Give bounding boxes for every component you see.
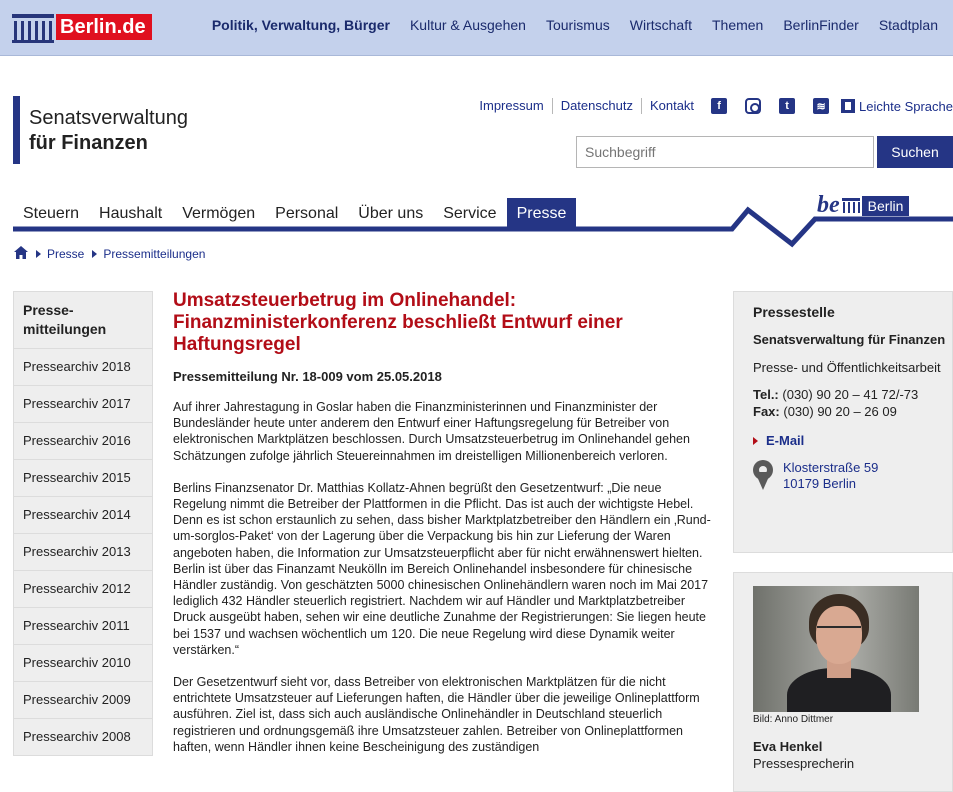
sidebar-item-2015[interactable]: Pressearchiv 2015: [13, 460, 153, 497]
sidebar-item-2016[interactable]: Pressearchiv 2016: [13, 423, 153, 460]
address-street-link[interactable]: Klosterstraße 59: [783, 460, 879, 475]
breadcrumb-arrow-icon: [36, 250, 41, 258]
speaker-photo: [753, 586, 919, 712]
main-nav: [13, 198, 576, 229]
sidebar-item-2008[interactable]: Pressearchiv 2008: [13, 719, 153, 756]
sidebar-item-2017[interactable]: Pressearchiv 2017: [13, 386, 153, 423]
portal-nav-kultur[interactable]: Kultur & Ausgehen: [409, 17, 526, 33]
sidebar-heading-line2: mitteilungen: [23, 321, 107, 337]
rss-icon[interactable]: ≋: [813, 98, 829, 114]
fax-label: Fax:: [753, 404, 780, 419]
be-text: be: [817, 192, 840, 218]
sidebar-item-2013[interactable]: Pressearchiv 2013: [13, 534, 153, 571]
be-berlin-logo[interactable]: [817, 192, 909, 219]
sidebar-item-2018[interactable]: Pressearchiv 2018: [13, 349, 153, 386]
sidebar-item-2014[interactable]: Pressearchiv 2014: [13, 497, 153, 534]
instagram-icon[interactable]: [745, 98, 761, 114]
pressestelle-phone: [753, 386, 952, 420]
email-link[interactable]: [753, 433, 952, 448]
breadcrumb: [14, 246, 205, 262]
portal-nav-berlinfinder[interactable]: BerlinFinder: [783, 17, 859, 33]
photo-caption: Bild: Anno Dittmer: [753, 714, 834, 725]
article-paragraph: Berlins Finanzsenator Dr. Matthias Kollatz-Ahnen begrüßt den Gesetzentwurf: „Die neue Regelung nimmt die Betreiber der Plattformen in die Pflicht. Das ist auch der wichtigste Hebel. Denn es ist schon erstaunlich zu sehen, dass bisher Marktplatzbetreiber den Händlern ein ‚Rund-um-sorglos-Paket‘ von der Lagerung über die Verpackung bis hin zur Lieferung der Waren angeboten haben, die Information zur Umsatzsteuerpflicht aber für nicht erwähnenswert hielten. Berlin ist über das Finanzamt Neukölln im Bereich Onlinehandel insbesondere für chinesische Händler zuständig. Von geschätzten 5000 chinesischen Onlinehändlern waren noch im Mai 2017 lediglich 432 Händler steuerlich registriert. Nachdem wir auf Händler und Marktplatzbetreiber Druck ausgeübt haben, sehen wir eine deutliche Zunahme der Registrierungen: Sie liegen heute bei 1537 und wachsen wöchentlich um 120. Die neue Regelung wird diese Dynamik weiter verstärken.“: [173, 480, 711, 657]
brandenburg-gate-icon: [12, 10, 54, 43]
pressestelle-dept: Presse- und Öffentlichkeitsarbeit: [753, 360, 941, 375]
breadcrumb-arrow-icon: [92, 250, 97, 258]
speaker-box: [733, 572, 953, 792]
nav-presse[interactable]: Presse: [507, 198, 577, 229]
berlin-text: Berlin: [862, 196, 910, 216]
nav-service[interactable]: Service: [443, 205, 497, 222]
map-pin-icon: [753, 460, 773, 492]
portal-nav-politik[interactable]: Politik, Verwaltung, Bürger: [211, 17, 390, 33]
article-paragraph: Auf ihrer Jahrestagung in Goslar haben die Finanzministerinnen und Finanzminister der Bundesländer heute unter anderem den Entwurf einer Haftungsregelung für Betreiber von elektronischen Marktplätzen beschlossen. Durch Umsatzsteuerbetrug im Onlinehandel gehen Schätzungen zufolge jährlich Steuereinnahmen im dreistelligen Millionenbereich verloren.: [173, 400, 690, 463]
facebook-icon[interactable]: f: [711, 98, 727, 114]
nav-personal[interactable]: Personal: [275, 205, 339, 222]
pressestelle-box: [733, 291, 953, 553]
org-title-line1: Senatsverwaltung: [29, 107, 188, 129]
twitter-icon[interactable]: t: [779, 98, 795, 114]
utility-nav: [471, 96, 953, 116]
nav-steuern[interactable]: Steuern: [23, 205, 80, 222]
logo-text: Berlin.de: [56, 14, 152, 40]
nav-haushalt[interactable]: Haushalt: [99, 205, 163, 222]
search-input[interactable]: [576, 136, 874, 168]
address-city-link[interactable]: 10179 Berlin: [783, 476, 856, 491]
sidebar-heading-line1: Presse-: [23, 302, 74, 318]
article: [173, 290, 714, 755]
portal-nav-stadtplan[interactable]: Stadtplan: [878, 17, 938, 33]
org-title-line2: für Finanzen: [29, 132, 148, 154]
address: [753, 460, 952, 492]
datenschutz-link[interactable]: Datenschutz: [553, 98, 642, 114]
arrow-right-icon: [753, 437, 758, 445]
leichte-sprache-link[interactable]: [841, 99, 953, 114]
portal-nav-tourismus[interactable]: Tourismus: [545, 17, 610, 33]
tel-value: (030) 90 20 – 41 72/-73: [782, 387, 919, 402]
brandenburg-gate-icon: [842, 198, 860, 213]
speaker-role: Pressesprecherin: [753, 756, 855, 771]
breadcrumb-pressemitteilungen[interactable]: Pressemitteilungen: [103, 247, 206, 261]
portal-nav-wirtschaft[interactable]: Wirtschaft: [629, 17, 692, 33]
leichte-sprache-icon: [841, 99, 855, 113]
sidebar-item-2012[interactable]: Pressearchiv 2012: [13, 571, 153, 608]
pressestelle-org: Senatsverwaltung für Finanzen: [753, 332, 946, 347]
article-subtitle: Pressemitteilung Nr. 18-009 vom 25.05.2018: [173, 369, 442, 384]
tel-label: Tel.:: [753, 387, 779, 402]
fax-value: (030) 90 20 – 26 09: [783, 404, 897, 419]
press-sidebar: [13, 291, 153, 756]
berlin-de-logo[interactable]: [12, 10, 152, 43]
article-title: Umsatzsteuerbetrug im Onlinehandel: Finanzministerkonferenz beschließt Entwurf einer Haftungsregel: [173, 290, 623, 355]
nav-vermoegen[interactable]: Vermögen: [182, 205, 256, 222]
email-label: E-Mail: [766, 433, 805, 448]
sidebar-item-2010[interactable]: Pressearchiv 2010: [13, 645, 153, 682]
sidebar-heading[interactable]: [13, 291, 153, 349]
portal-nav-themen[interactable]: Themen: [711, 17, 764, 33]
kontakt-link[interactable]: Kontakt: [649, 98, 695, 113]
portal-nav: [212, 17, 938, 33]
impressum-link[interactable]: Impressum: [471, 98, 552, 114]
home-icon[interactable]: [14, 246, 28, 262]
leichte-sprache-label: Leichte Sprache: [859, 98, 953, 114]
pressestelle-title: Pressestelle: [753, 304, 835, 320]
sidebar-item-2011[interactable]: Pressearchiv 2011: [13, 608, 153, 645]
article-paragraph: Der Gesetzentwurf sieht vor, dass Betreiber von elektronischen Marktplätzen für die nicht entrichtete Umsatzsteuer auf Lieferungen haften, die Händler über die jeweilige Onlineplattform ausführen. Ziel ist, dass sich auch ausländische Onlinehändler in Deutschland steuerlich registrieren und ordnungsgemäß ihre Umsatzsteuer zahlen. Betreiber von Onlineplattformen haften, wenn Händler ihnen keine Bescheinigung des zuständigen: [173, 675, 700, 754]
org-title[interactable]: [13, 96, 188, 164]
portal-bar: [0, 0, 953, 56]
sidebar-item-2009[interactable]: Pressearchiv 2009: [13, 682, 153, 719]
search-button[interactable]: Suchen: [877, 136, 953, 168]
breadcrumb-presse[interactable]: Presse: [47, 247, 85, 261]
nav-ueber-uns[interactable]: Über uns: [358, 205, 424, 222]
speaker-name: Eva Henkel: [753, 739, 823, 754]
